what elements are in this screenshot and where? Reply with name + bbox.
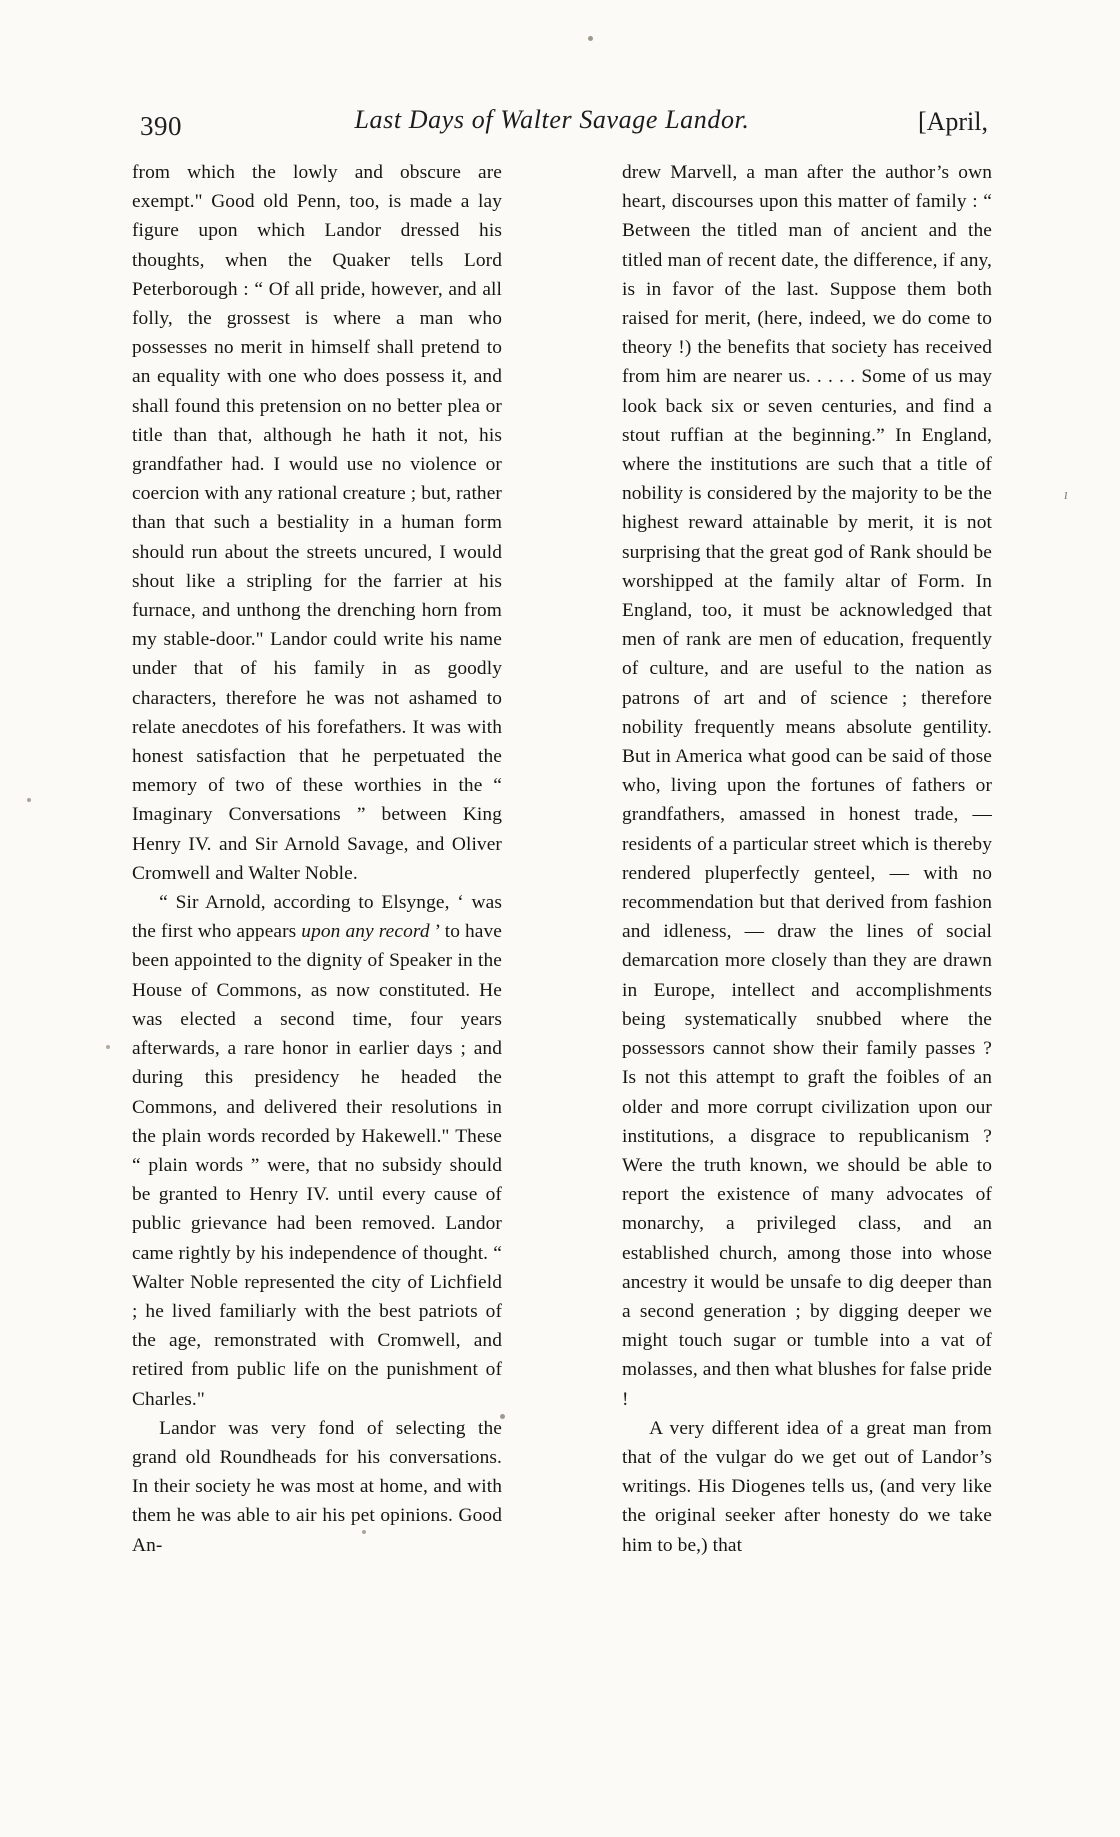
paragraph: from which the lowly and obscure are exempt." Good old Penn, too, is made a lay figure upon which Landor dressed his thoughts, when the Quaker tells Lord Peterborough : “ Of all pride, however, and all folly, the grossest is where a man who possesses no merit in himself shall pretend to an equality with one who does possess it, and shall found this pretension on no better plea or title than that, although he hath it not, his grandfather had. I would use no violence or coercion with any rational creature ; but, rather than that such a bestiality in a human form should run about the streets uncured, I would shout like a stripling for the farrier at his furnace, and unthong the drenching horn from my stable-door." Landor could write his name under that of his family in as goodly characters, therefore he was not ashamed to relate anecdotes of his forefathers. It was with honest satisfaction that he perpetuated the memory of two of these worthies in the “ Imaginary Conversations ” between King Henry IV. and Sir Arnold Savage, and Oliver Cromwell and Walter Noble. <box>132 162 502 884</box>
paper-speck-top <box>588 36 593 41</box>
paragraph: drew Marvell, a man after the author’s own heart, discourses upon this matter of family : “ Between the titled man of ancient and the titled man of recent date, the difference, if any, is in favor of the last. Suppose them both raised for merit, (here, indeed, we do come to theory !) the benefits that society has received from him are nearer us. . . . . Some of us may look back six or seven centuries, and find a stout ruffian at the beginning.” In England, where the institutions are such that a title of nobility is considered by the majority to be the highest reward attainable by merit, it is not surprising that the great god of Rank should be worshipped at the family altar of Form. In England, too, it must be acknowledged that men of rank are men of education, frequently of culture, and are useful to the nation as patrons of art and of science ; therefore nobility frequently means absolute gentility. But in America what good can be said of those who, living upon the fortunes of fathers or grandfathers, amassed in honest trade, — residents of a particular street which is thereby rendered pluperfectly genteel, — with no recommendation but that derived from fashion and idleness, — draw the lines of social demarcation more closely than they are drawn in Europe, intellect and accomplishments being systematically snubbed where the possessors cannot show their family passes ? Is not this attempt to graft the foibles of an older and more corrupt civilization upon our institutions, a disgrace to republicanism ? Were the truth known, we should be able to report the existence of many advocates of monarchy, a privileged class, and an established church, among those into whose ancestry it would be unsafe to dig deeper than a second generation ; by digging deeper we might touch sugar or tumble into a vat of molasses, and then what blushes for false pride ! <box>622 162 992 1410</box>
paragraph: “ Sir Arnold, according to Elsynge, ‘ was the first who appears upon any record ’ to have been appointed to the dignity of Speaker in the House of Commons, as now constituted. He was elected a second time, four years afterwards, a rare honor in earlier days ; and during this presidency he headed the Commons, and delivered their resolutions in the plain words recorded by Hakewell." These “ plain words ” were, that no subsidy should be granted to Henry IV. until every cause of public grievance had been removed. Landor came rightly by his independence of thought. “ Walter Noble represented the city of Lichfield ; he lived familiarly with the best patriots of the age, remonstrated with Cromwell, and retired from public life on the punishment of Charles." <box>132 892 503 1410</box>
page-header <box>132 105 988 145</box>
page-number: 390 <box>140 111 182 141</box>
margin-mark: ı <box>1063 487 1068 503</box>
running-title: Last Days of Walter Savage Landor. <box>354 105 750 134</box>
text-body <box>132 158 992 1560</box>
paper-speck-edge <box>106 1045 110 1049</box>
paragraph: A very different idea of a great man from that of the vulgar do we get out of Landor’s writings. His Diogenes tells us, (and very like the original seeker after honesty do we take him to be,) that <box>622 1417 992 1556</box>
paper-speck-left <box>27 798 31 802</box>
column-left <box>132 158 502 1560</box>
paragraph: Landor was very fond of selecting the grand old Roundheads for his conversations. In their society he was most at home, and with them he was able to air his pet opinions. Good An- <box>132 1417 502 1556</box>
issue-month: [April, <box>917 107 988 136</box>
column-right <box>622 158 992 1560</box>
